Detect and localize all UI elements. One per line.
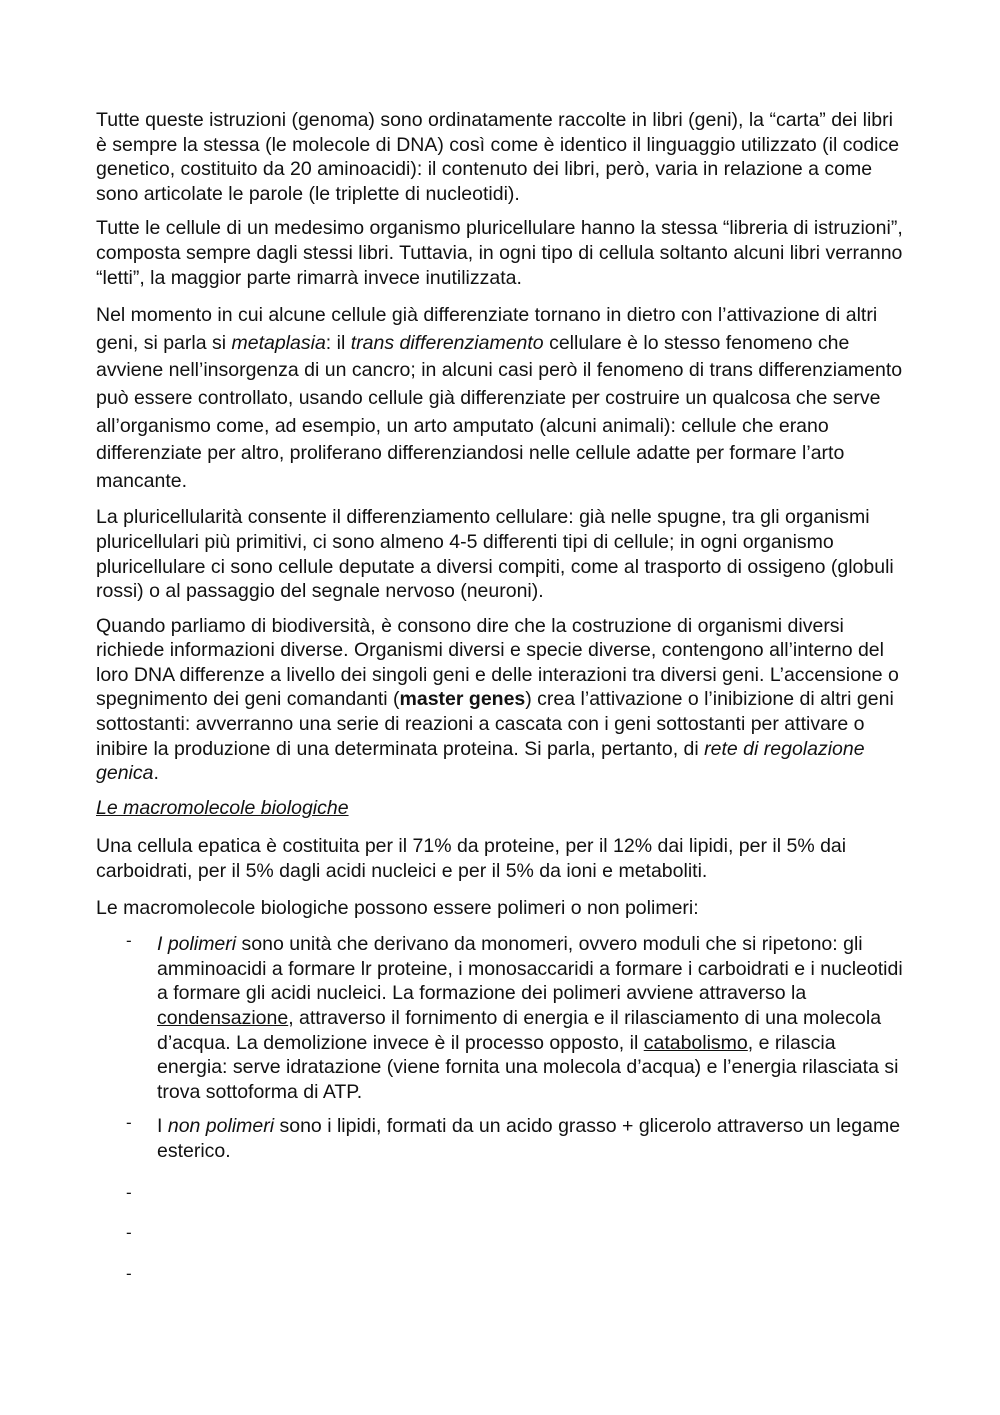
text-segment: , e rilascia energia: serve idratazione (viene fornita una molecola d’acqua) e l’energia rilasciata si trova sottoforma di ATP. [157, 1031, 899, 1103]
paragraph-cell-library: Tutte le cellule di un medesimo organismo pluricellulare hanno la stessa “libreria di istruzioni”, composta sempre dagli stessi libri. Tuttavia, in ogni tipo di cellula soltanto alcuni libri verranno “letti”, la maggior parte rimarrà invece inutilizzata. [96, 217, 903, 289]
text-segment: Quando parliamo di biodiversità, è consono dire che la costruzione di organismi diversi richiede informazioni diverse. Organismi diversi e specie diverse, contengono all’interno del loro DNA differenze a livello dei singoli geni e delle interazioni tra diversi geni. L’accensione o spegnimento dei geni comandanti ( [96, 614, 899, 711]
dash-bullet: - [126, 1263, 132, 1283]
list-item-empty [96, 1184, 906, 1209]
document-page [96, 108, 906, 1305]
text-segment: ) crea l’attivazione o l’inibizione di altri geni sottostanti: avverranno una serie di reazioni a cascata con i geni sottostanti per attivare o inibire la produzione di una determinata proteina. Si parla, pertanto, di [96, 688, 894, 760]
paragraph-pluricellularity: La pluricellularità consente il differenziamento cellulare: già nelle spugne, tra gli organismi pluricellulari più primitivi, ci sono almeno 4-5 differenti tipi di cellule; in ogni organismo pluricellulare ci sono cellule deputate a diversi compiti, come al trasporto di ossigeno (globuli rossi) o al passaggio del segnale nervoso (neuroni). [96, 506, 894, 603]
paragraph-genome-books: Tutte queste istruzioni (genoma) sono ordinatamente raccolte in libri (geni), la “carta” dei libri è sempre la stessa (le molecole di DNA) così come è identico il linguaggio utilizzato (il codice genetico, costituito da 20 aminoacidi): il contenuto dei libri, però, varia in relazione a come sono articolate le parole (le triplette di nucleotidi). [96, 109, 900, 205]
text-segment: sono unità che derivano da monomeri, ovvero moduli che si ripetono: gli amminoacidi a formare lr proteine, i monosaccaridi a formare i carboidrati e i nucleotidi a formare gli acidi nucleici. La formazione dei polimeri avviene attraverso la [157, 933, 903, 1005]
italic-term-rete-regolazione: rete di regolazione genica [96, 737, 865, 785]
list-item-empty [96, 1224, 906, 1249]
paragraph-biodiversity [96, 614, 906, 786]
dash-bullet: - [126, 931, 132, 951]
text-segment: cellulare è lo stesso fenomeno che avviene nell’insorgenza di un cancro; in alcuni casi però il fenomeno di trans differenziamento può essere controllato, usando cellule già differenziate per costruire un qualcosa che serve all’organismo come, ad esempio, un arto amputato (alcuni animali): cellule che erano differenziate per altro, proliferano differenziandosi nelle cellule adatte per formare l’arto mancante. [96, 331, 903, 492]
text-segment: . [153, 762, 159, 785]
text-segment: I [157, 1115, 168, 1138]
list-item-empty [96, 1265, 906, 1290]
italic-term-metaplasia: metaplasia [231, 331, 326, 354]
macromolecule-list [96, 932, 906, 1289]
dash-bullet: - [126, 1223, 132, 1243]
paragraph-macromolecules-intro: Le macromolecole biologiche possono essere polimeri o non polimeri: [96, 896, 699, 919]
section-heading: Le macromolecole biologiche [96, 796, 349, 819]
list-item-polymers [96, 932, 906, 1104]
text-segment: , attraverso il fornimento di energia e il rilasciamento di una molecola d’acqua. La demolizione invece è il processo opposto, il [157, 1007, 882, 1054]
underlined-term-condensazione: condensazione [157, 1007, 289, 1029]
paragraph-liver-cell-composition: Una cellula epatica è costituita per il 71% da proteine, per il 12% dai lipidi, per il 5% dai carboidrati, per il 5% dagli acidi nucleici e per il 5% da ioni e metaboliti. [96, 835, 847, 883]
dash-bullet: - [126, 1182, 132, 1202]
underlined-term-catabolismo: catabolismo [643, 1031, 748, 1054]
list-item-non-polymers [96, 1114, 906, 1163]
italic-term-trans-differenziamento: trans differenziamento [350, 331, 544, 354]
bold-term-master-genes: master genes [399, 688, 526, 711]
text-segment: : il [325, 331, 351, 354]
text-segment: sono i lipidi, formati da un acido grasso + glicerolo attraverso un legame esterico. [157, 1115, 901, 1162]
italic-term-non-polimeri: non polimeri [167, 1115, 275, 1138]
paragraph-metaplasia [96, 302, 906, 495]
dash-bullet: - [126, 1113, 132, 1133]
italic-term-polimeri: I polimeri [157, 933, 237, 956]
text-segment: Nel momento in cui alcune cellule già differenziate tornano in dietro con l’attivazione di altri geni, si parla si [96, 304, 878, 354]
